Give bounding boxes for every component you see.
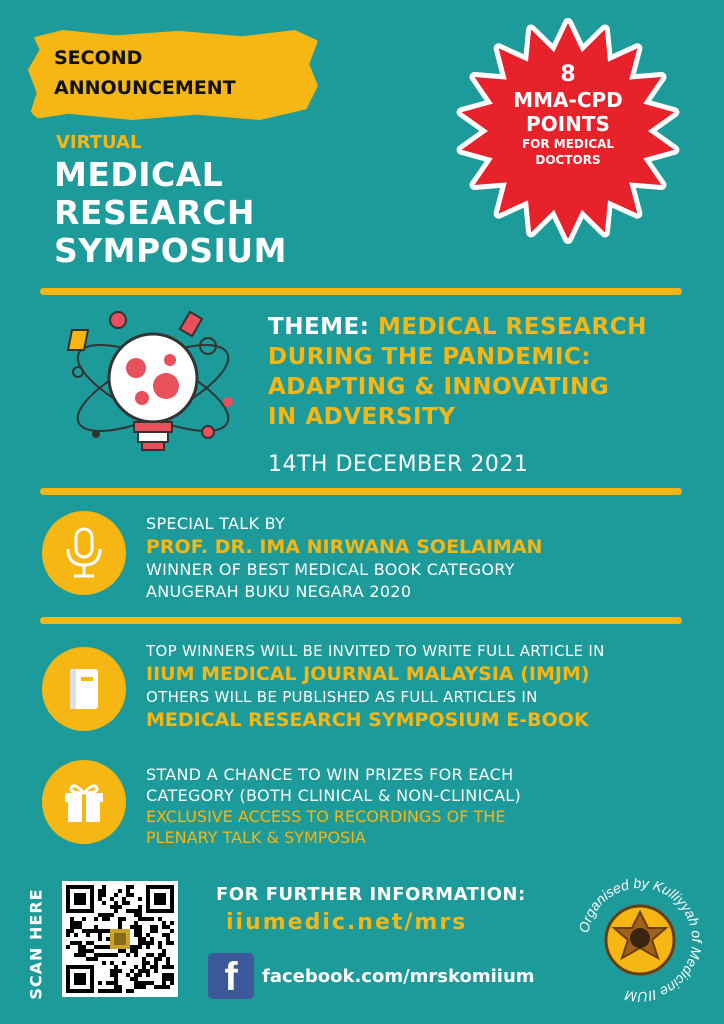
microphone-badge — [42, 511, 126, 595]
journal-name: IIUM MEDICAL JOURNAL MALAYSIA (IMJM) — [146, 663, 590, 685]
organiser-logo — [570, 870, 710, 1010]
lightbulb-virus-illustration — [58, 306, 248, 476]
prizes-line2: CATEGORY (BOTH CLINICAL & NON-CLINICAL) — [146, 786, 522, 805]
prizes-line4: PLENARY TALK & SYMPOSIA — [146, 828, 366, 847]
cpd-badge-text — [448, 62, 688, 168]
divider-3 — [40, 617, 682, 624]
theme-block — [268, 312, 688, 432]
scan-here-label — [20, 884, 52, 1004]
notebook-icon — [67, 667, 101, 711]
divider-1 — [40, 288, 682, 295]
speaker-name: PROF. DR. IMA NIRWANA SOELAIMAN — [146, 536, 543, 558]
gift-badge — [42, 760, 126, 844]
ebook-name: MEDICAL RESEARCH SYMPOSIUM E-BOOK — [146, 709, 589, 731]
facebook-link[interactable]: facebook.com/mrskomiium — [262, 966, 535, 987]
cpd-line1: MMA-CPD — [513, 88, 623, 112]
virtual-label: VIRTUAL — [56, 132, 142, 153]
publication-line1: TOP WINNERS WILL BE INVITED TO WRITE FULL ARTICLE IN — [146, 642, 605, 660]
further-info-label: FOR FURTHER INFORMATION: — [216, 884, 526, 905]
notebook-badge — [42, 647, 126, 731]
facebook-icon[interactable]: f — [208, 953, 254, 999]
title-line-3: SYMPOSIUM — [54, 231, 287, 270]
special-talk-intro: SPECIAL TALK BY — [146, 514, 286, 533]
organiser-ring-text: Organised by Kulliyyah of Medicine IIUM — [575, 874, 706, 1006]
announcement-line1: SECOND — [54, 47, 143, 69]
cpd-line3: FOR MEDICAL — [521, 137, 615, 151]
theme-label: THEME: — [268, 314, 370, 340]
award-line2: ANUGERAH BUKU NEGARA 2020 — [146, 582, 412, 601]
special-talk-block — [146, 513, 686, 603]
award-line1: WINNER OF BEST MEDICAL BOOK CATEGORY — [146, 560, 515, 579]
website-link[interactable]: iiumedic.net/mrs — [226, 910, 468, 935]
theme-line2: DURING THE PANDEMIC: — [268, 344, 591, 370]
microphone-icon — [62, 527, 106, 579]
publication-line3: OTHERS WILL BE PUBLISHED AS FULL ARTICLES IN — [146, 688, 538, 706]
publication-block — [146, 640, 706, 732]
scan-here-text: SCAN HERE — [26, 888, 46, 1000]
prizes-line3: EXCLUSIVE ACCESS TO RECORDINGS OF THE — [146, 807, 506, 826]
prizes-line1: STAND A CHANCE TO WIN PRIZES FOR EACH — [146, 765, 514, 784]
prizes-block — [146, 764, 706, 848]
announcement-text — [54, 43, 294, 103]
event-date: 14TH DECEMBER 2021 — [268, 452, 529, 477]
cpd-line4: DOCTORS — [535, 153, 601, 167]
title-line-1: MEDICAL — [54, 155, 224, 194]
cpd-number: 8 — [560, 62, 576, 87]
announcement-line2: ANNOUNCEMENT — [54, 77, 236, 99]
qr-code-graphic — [62, 881, 178, 997]
theme-line1: MEDICAL RESEARCH — [377, 314, 647, 340]
theme-line3: ADAPTING & INNOVATING — [268, 374, 610, 400]
qr-code[interactable] — [62, 881, 178, 997]
cpd-line2: POINTS — [526, 112, 610, 136]
gift-icon — [61, 779, 107, 825]
divider-2 — [40, 488, 682, 495]
theme-line4: IN ADVERSITY — [268, 404, 456, 430]
title-line-2: RESEARCH — [54, 193, 256, 232]
